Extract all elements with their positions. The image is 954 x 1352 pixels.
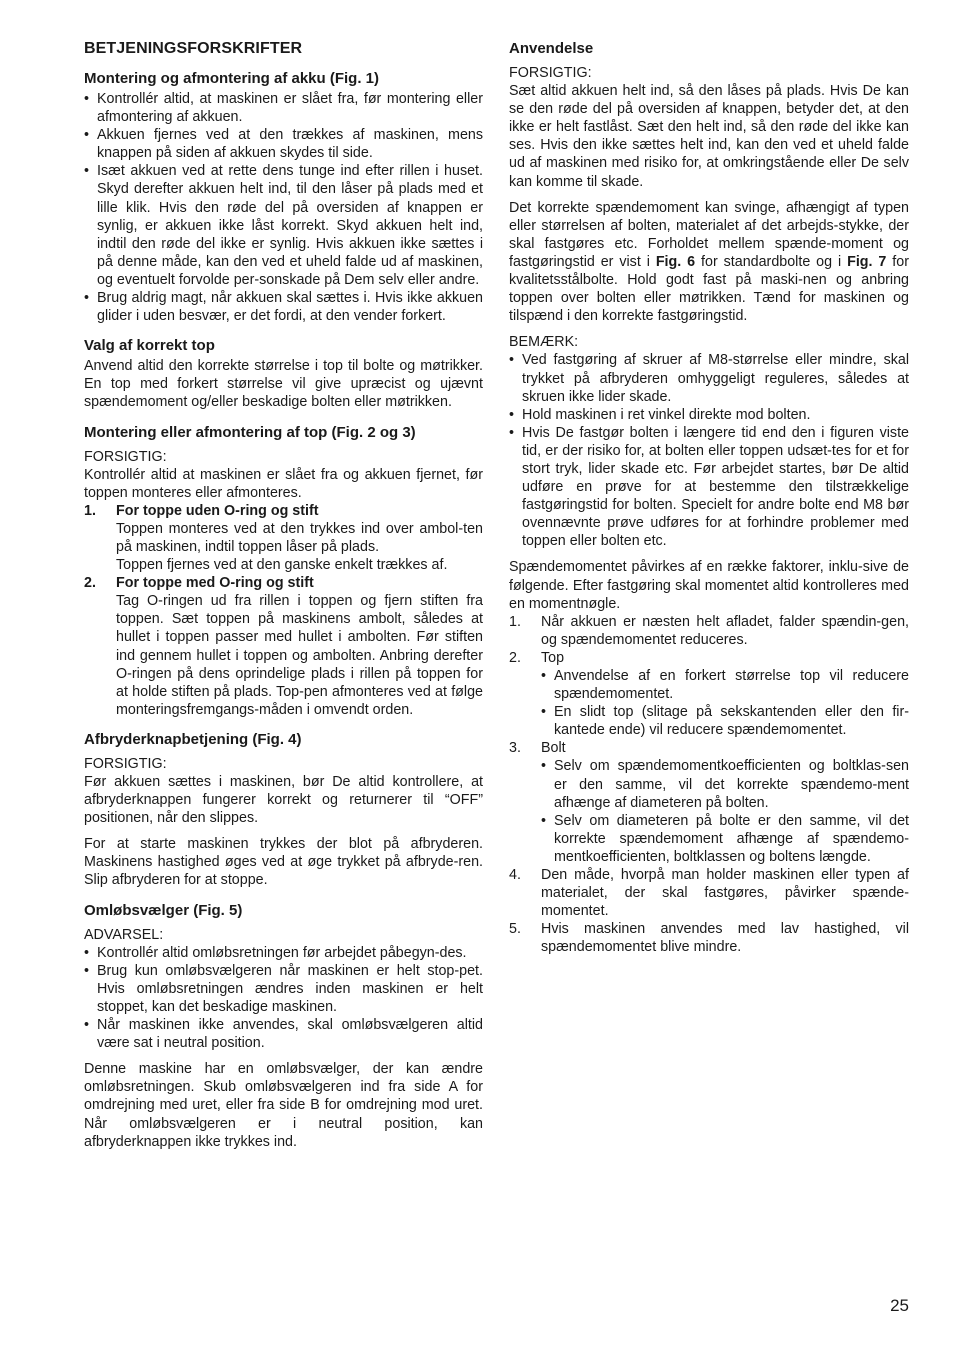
item-text: Top	[541, 649, 565, 666]
item-number: 3.	[509, 740, 521, 757]
paragraph: Før akkuen sættes i maskinen, bør De altid kontrollere, at afbryderknappen fungerer korrekt og returnerer til “OFF” positionen, når den slippes.	[84, 774, 483, 827]
list-item	[509, 920, 909, 956]
left-column	[84, 38, 483, 1163]
section-reversing-switch	[84, 902, 483, 1151]
list-item	[84, 502, 483, 574]
fig-6-ref: Fig. 6	[655, 253, 696, 270]
list-item: • Hold maskinen i ret vinkel direkte mod bolten.	[509, 406, 909, 424]
paragraph: Spændemomentet påvirkes af en række faktorer, inklu-sive de følgende. Efter fastgøring skal momentet altid kontrolleres med en momentnøgle.	[509, 559, 909, 612]
section-heading: Montering eller afmontering af top (Fig. 2 og 3)	[84, 423, 416, 441]
section-heading: Valg af korrekt top	[84, 337, 215, 355]
paragraph: Anvend altid den korrekte størrelse i top til bolte og møtrikker. En top med forkert størrelse vil give upræcist og ujævnt spændemoment og/eller beskadige bolten eller møtrikken.	[84, 358, 483, 411]
bullet-list	[84, 944, 483, 1053]
section-battery-mounting	[84, 70, 483, 325]
list-item: • Brug aldrig magt, når akkuen skal sættes i. Hvis ikke akkuen glider i uden besvær, er det fordi, at den vender forkert.	[84, 289, 483, 325]
list-item: • Ved fastgøring af skruer af M8-størrelse eller mindre, skal trykket på afbryderen omhyggeligt reguleres, således at skruen ikke lider skade.	[509, 351, 909, 405]
item-text: Hvis maskinen anvendes med lav hastighed, vil spændemomentet blive mindre.	[541, 921, 909, 956]
bullet-list	[84, 90, 483, 325]
section-switch-operation	[84, 731, 483, 890]
item-number: 4.	[509, 867, 521, 884]
list-item	[84, 574, 483, 719]
item-number: 2.	[84, 575, 96, 592]
item-title: For toppe med O-ring og stift	[116, 575, 314, 592]
right-column	[509, 38, 909, 957]
item-body: Toppen monteres ved at den trykkes ind over ambol-ten på maskinen, indtil toppen låser på plads.	[116, 520, 483, 555]
sub-item: • Selv om spændemomentkoefficienten og boltklas-sen er den samme, vil det korrekte spændemo-ment afhænge af diameteren på bolten.	[541, 757, 909, 811]
sub-item: • En slidt top (slitage på sekskantenden eller den fir-kantede ende) vil reducere spændemomentet.	[541, 703, 909, 739]
section-socket-mounting	[84, 424, 483, 719]
numbered-list	[509, 613, 909, 957]
sub-item: • Selv om diameteren på bolte er den samme, vil det korrekte spændemoment afhænge af spændemo-mentkoefficienten, boltklassen og boltens længde.	[541, 812, 909, 866]
paragraph: Sæt altid akkuen helt ind, så den låses på plads. Hvis De kan se den røde del på oversiden af knappen, betyder det, at den ikke er helt fastlåst. Sæt den helt ind, så den røde del ikke kan ses. Hvis den ikke sættes helt ind, kan den ved et uheld falde ud af maskinen med risiko for, at omkringstående eller De selv kan komme til skade.	[509, 83, 909, 190]
item-number: 1.	[509, 613, 521, 630]
list-item: • Kontrollér altid omløbsretningen før arbejdet påbegyn-des.	[84, 944, 483, 962]
section-heading: Montering og afmontering af akku (Fig. 1)	[84, 70, 380, 87]
list-item: • Akkuen fjernes ved at den trækkes af maskinen, mens knappen på siden af akkuen skydes til side.	[84, 126, 483, 162]
list-item: • Isæt akkuen ved at rette dens tunge ind efter rillen i huset. Skyd derefter akkuen helt ind, til den låser på plads med et lille klik. Hvis den røde del på oversiden af knappen er synlig, er akkuen ikke låst korrekt. Skyd akkuen helt ind, indtil den røde del ikke er synlig. Hvis akkuen ikke sættes i på denne måde, kan den ved et uheld falde ud af maskinen, og eventuelt forvolde per-sonskade på Dem selv eller andre.	[84, 162, 483, 289]
item-title: For toppe uden O-ring og stift	[116, 502, 319, 519]
list-item: • Brug kun omløbsvælgeren når maskinen er helt stop-pet. Hvis omløbsretningen ændres inden maskinen er helt stoppet, kan det beskadige maskinen.	[84, 962, 483, 1016]
page-number: 25	[890, 1296, 909, 1315]
sub-item: • Anvendelse af en forkert størrelse top vil reducere spændemomentet.	[541, 667, 909, 703]
sub-list	[541, 667, 909, 739]
warning-label: ADVARSEL:	[84, 926, 164, 943]
caution-label: FORSIGTIG:	[509, 65, 592, 81]
item-body: Toppen fjernes ved at den ganske enkelt trækkes af.	[116, 557, 448, 574]
item-number: 5.	[509, 921, 521, 938]
list-item: • Hvis De fastgør bolten i længere tid end den i figuren viste tid, er der risiko for, at bolten eller toppen udsæt-tes for et for stort tryk, lider skade etc. Før arbejdet startes, bør De altid udføre en prøve for at bestemme den tilstrækkelige fastgøringstid for bolten. Specielt for andre bolte end M8 bør ovennævnte prøve udføres for at forhindre problemer med toppen eller bolten etc.	[509, 424, 909, 551]
list-item	[509, 649, 909, 739]
item-text: Når akkuen er næsten helt afladet, falder spændin-gen, og spændemomentet reduceres.	[541, 613, 909, 648]
paragraph: Denne maskine har en omløbsvælger, der kan ændre omløbsretningen. Skub omløbsvælgeren ind fra side A for omdrejning med uret, eller fra side B for omdrejning mod uret. Når omløbsvælgeren er i neutral position, kan afbryderknappen ikke trykkes ind.	[84, 1061, 483, 1150]
item-text: Bolt	[541, 740, 566, 757]
caution-label: FORSIGTIG:	[84, 755, 167, 772]
caution-label: FORSIGTIG:	[84, 448, 167, 465]
bullet-list	[509, 351, 909, 550]
item-text: Den måde, hvorpå man holder maskinen eller typen af materialet, der skal fastgøres, påvirker spænde-momentet.	[541, 867, 909, 920]
list-item	[509, 613, 909, 649]
fig-7-ref: Fig. 7	[847, 253, 887, 270]
list-item: • Når maskinen ikke anvendes, skal omløbsvælgeren altid være sat i neutral position.	[84, 1016, 483, 1052]
section-heading: Afbryderknapbetjening (Fig. 4)	[84, 730, 302, 748]
paragraph: For at starte maskinen trykkes der blot på afbryderen. Maskinens hastighed øges ved at øge trykket på afbryde-ren. Slip afbryderen for at stoppe.	[84, 836, 483, 889]
note-label: BEMÆRK:	[509, 334, 579, 351]
paragraph: Kontrollér altid at maskinen er slået fra og akkuen fjernet, før toppen monteres eller afmonteres.	[84, 466, 483, 501]
item-number: 1.	[84, 502, 96, 519]
list-item	[509, 866, 909, 920]
item-number: 2.	[509, 649, 521, 666]
list-item: • Kontrollér altid, at maskinen er slået fra, før montering eller afmontering af akkuen.	[84, 90, 483, 126]
section-heading: Anvendelse	[509, 40, 594, 57]
page-title: BETJENINGSFORSKRIFTER	[84, 40, 303, 57]
item-body: Tag O-ringen ud fra rillen i toppen og fjern stiften fra toppen. Sæt toppen på maskinens ambolt, således at hullet i toppen passer med hullet i ambolten. Før stiften ind gennem hullet i toppen og ambolten. Anbring derefter O-ringen på dens oprindelige plads i rillen på toppen for at holde stiften på plads. Top-pen afmonteres ved at følge monteringsfremgangs-måden i omvendt orden.	[116, 593, 483, 718]
section-heading: Omløbsvælger (Fig. 5)	[84, 901, 243, 919]
section-socket-choice	[84, 337, 483, 411]
paragraph: Det korrekte spændemoment kan svinge, afhængigt af typen eller størrelsen af bolten, materialet af det arbejds-stykke, der skal fastgøres etc. Forholdet mellem spænde-moment og fastgøringstid er vist i Fig. 6 for standardbolte og i Fig. 7 for kvalitetsstålbolte. Hold godt fast på maski-nen og anbring toppen over bolten eller møtrikken. Tænd for maskinen og tilspænd i den korrekte fastgøringstid.	[509, 199, 909, 325]
list-item	[509, 739, 909, 866]
numbered-list	[84, 502, 483, 719]
sub-list	[541, 757, 909, 866]
